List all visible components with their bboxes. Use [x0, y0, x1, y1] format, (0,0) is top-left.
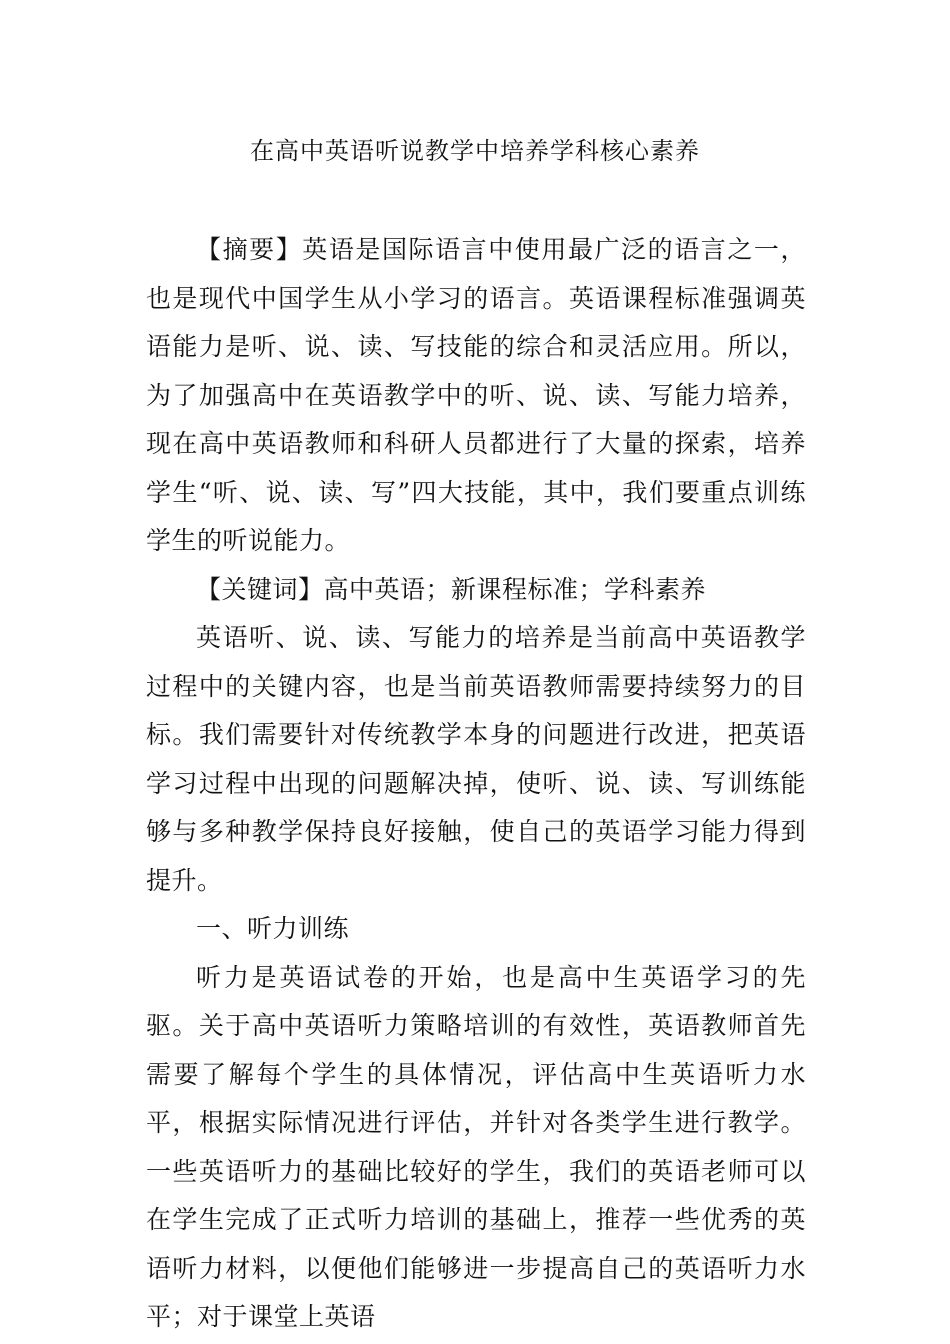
document-body	[146, 226, 806, 1342]
intro-paragraph: 英语听、说、读、写能力的培养是当前高中英语教学过程中的关键内容，也是当前英语教师需要持续努力的目标。我们需要针对传统教学本身的问题进行改进，把英语学习过程中出现的问题解决掉，使听、说、读、写训练能够与多种教学保持良好接触，使自己的英语学习能力得到提升。	[146, 623, 806, 895]
section-heading-listening: 一、听力训练	[196, 914, 350, 943]
listening-paragraph: 听力是英语试卷的开始，也是高中生英语学习的先驱。关于高中英语听力策略培训的有效性，英语教师首先需要了解每个学生的具体情况，评估高中生英语听力水平，根据实际情况进行评估，并针对各类学生进行教学。一些英语听力的基础比较好的学生，我们的英语老师可以在学生完成了正式听力培训的基础上，推荐一些优秀的英语听力材料，以便他们能够进一步提高自己的英语听力水平；对于课堂上英语	[146, 962, 806, 1331]
abstract-paragraph: 【摘要】英语是国际语言中使用最广泛的语言之一，也是现代中国学生从小学习的语言。英语课程标准强调英语能力是听、说、读、写技能的综合和灵活应用。所以，为了加强高中在英语教学中的听、说、读、写能力培养，现在高中英语教师和科研人员都进行了大量的探索，培养学生“听、说、读、写”四大技能，其中，我们要重点训练学生的听说能力。	[146, 235, 806, 555]
keywords-paragraph: 【关键词】高中英语；新课程标准；学科素养	[196, 574, 707, 604]
document-title: 在高中英语听说教学中培养学科核心素养	[250, 137, 700, 165]
